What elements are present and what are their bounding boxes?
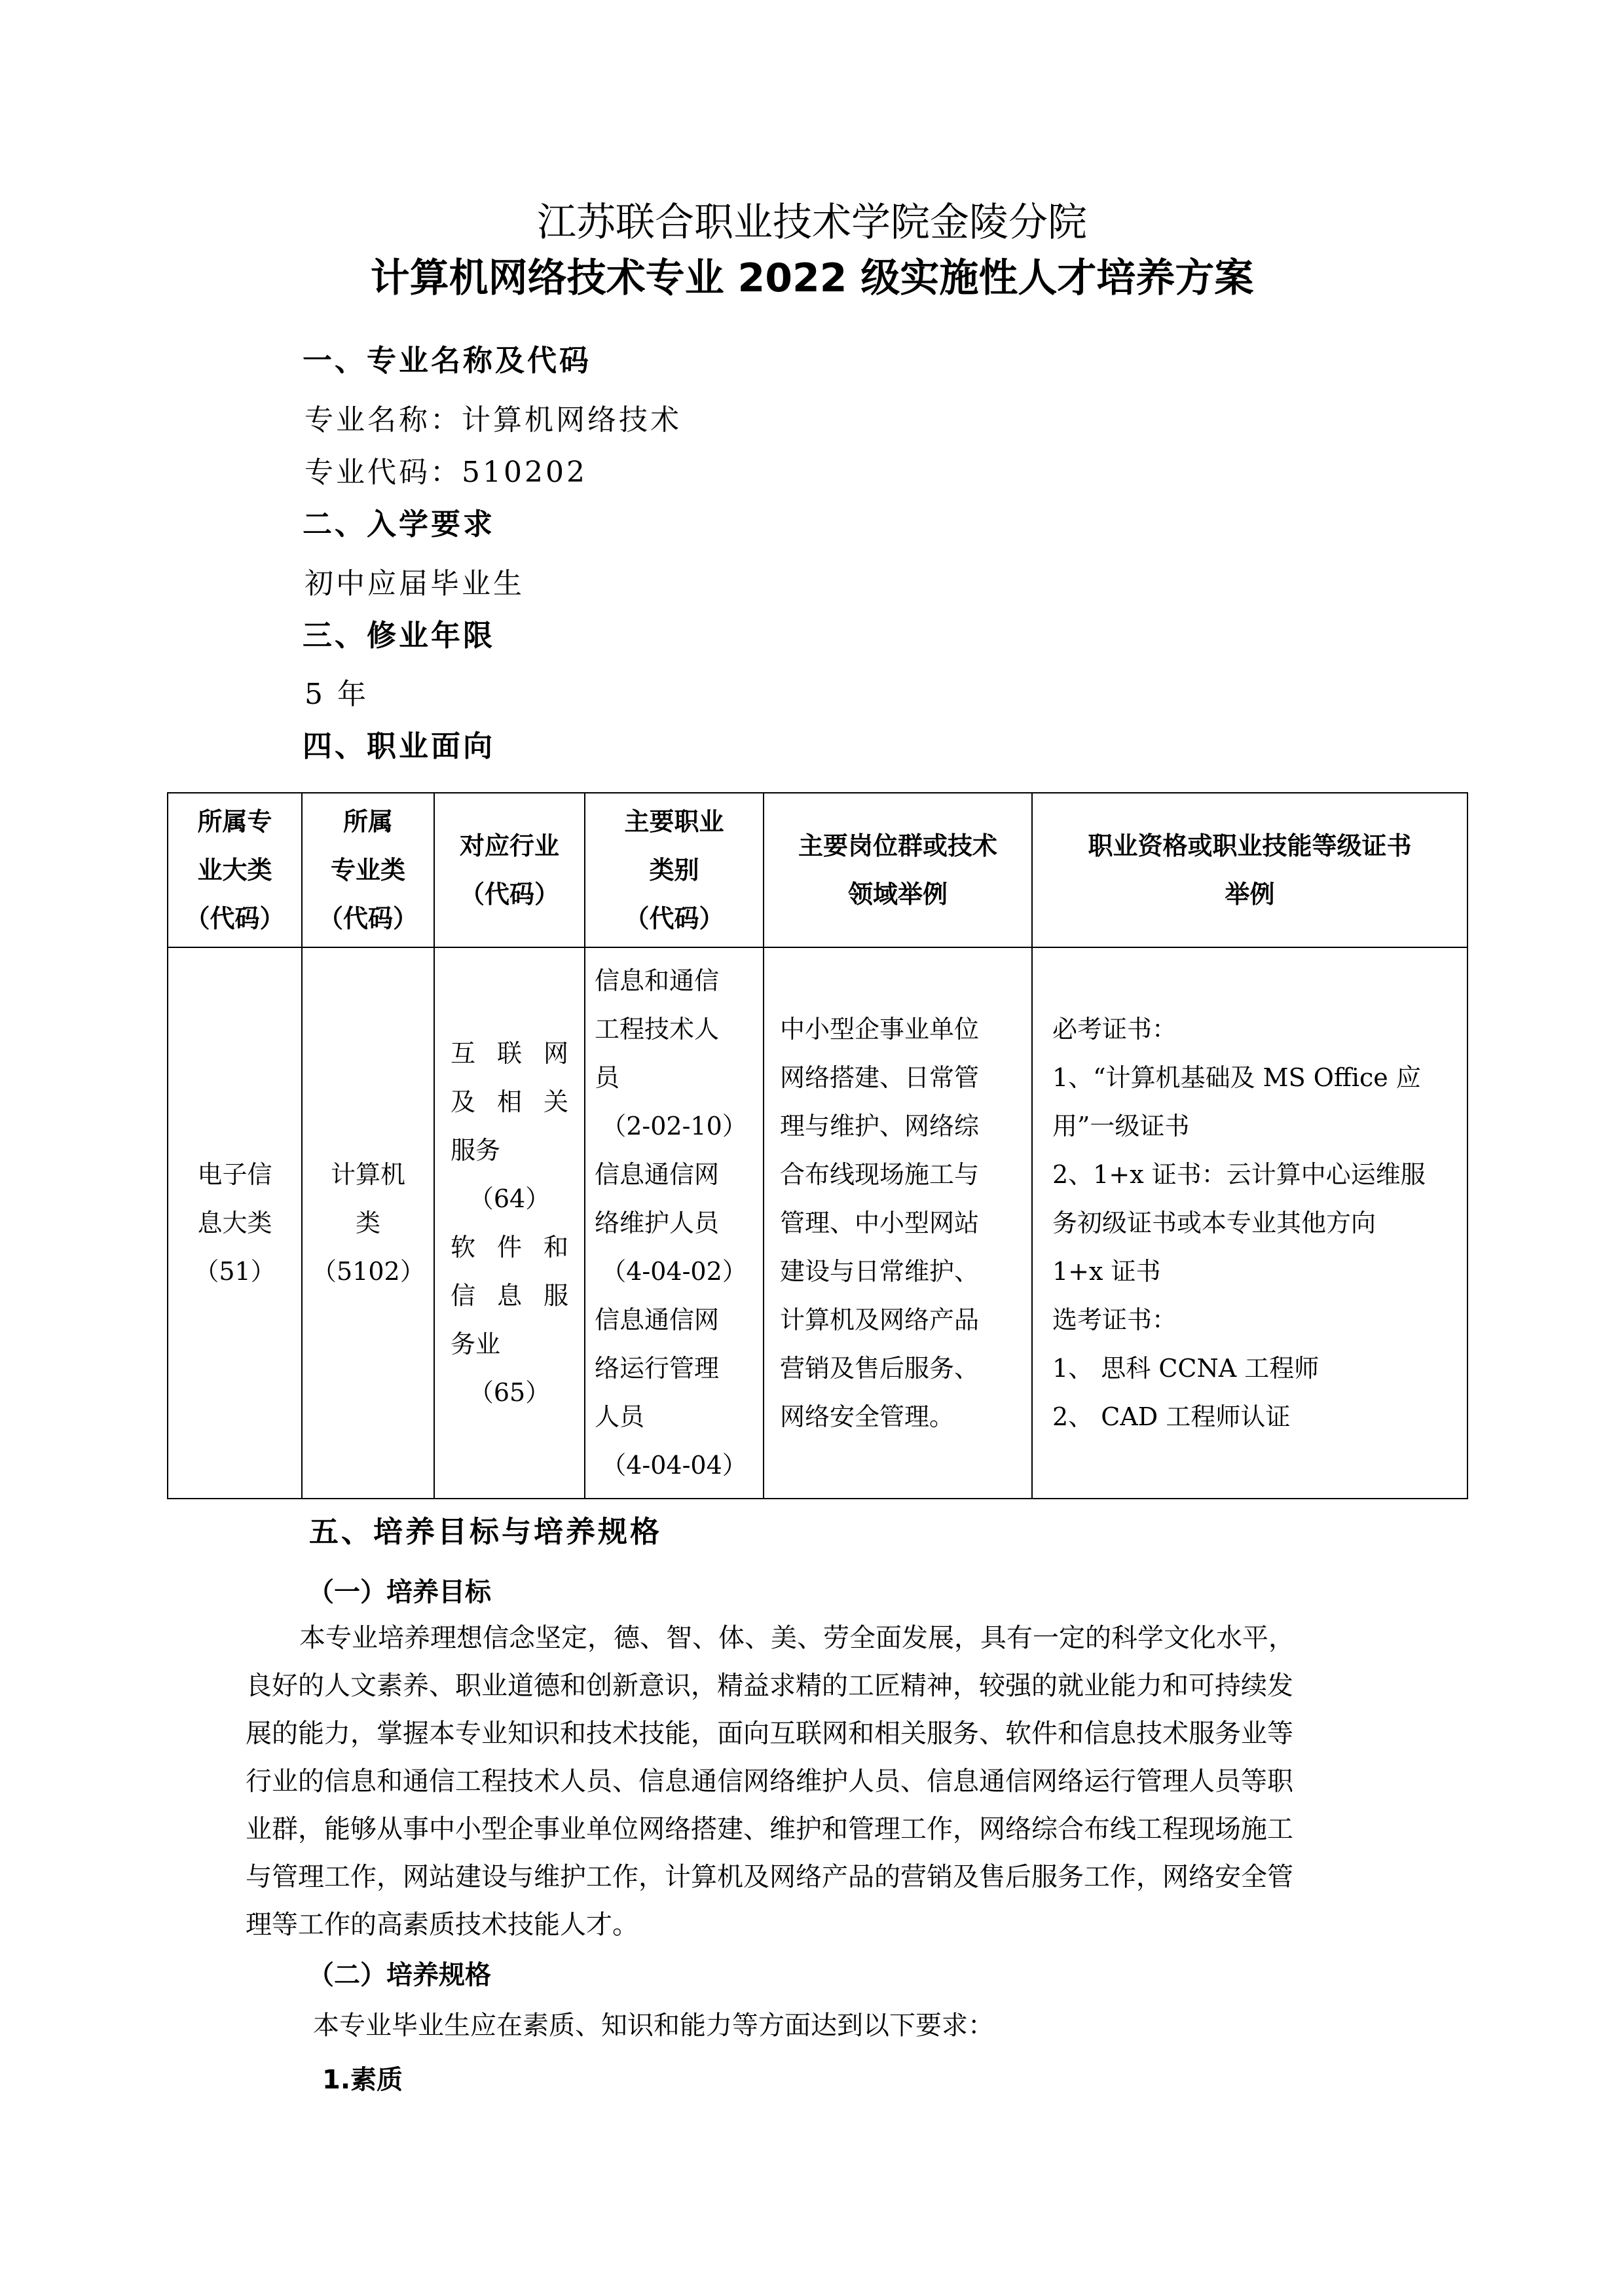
cell-occupation: 信息和通信 工程技术人 员 （2-02-10） 信息通信网 络维护人员 （4-04-02） 信息通信网 络运行管理 人员 （4-04-04） [585, 947, 764, 1499]
spec-item-quality: 1.素质 [322, 2065, 403, 2095]
cell-certificates: 必考证书： 1、“计算机基础及 MS Office 应 用”一级证书 2、1+x 证书：云计算中心运维服 务初级证书或本专业其他方向 1+x 证书 选考证书： 1、 思科 CCNA 工程师 2、 CAD 工程师认证 [1032, 947, 1467, 1499]
header-positions: 主要岗位群或技术 领域举例 [764, 793, 1032, 947]
career-orientation-table [167, 792, 1468, 1499]
cell-industry: 互联网 及相关 服务 （64） 软件和 信息服 务业 （65） [434, 947, 585, 1499]
table-row [168, 947, 1467, 1499]
training-spec-intro: 本专业毕业生应在素质、知识和能力等方面达到以下要求： [313, 2011, 994, 2041]
table-header-row [168, 793, 1467, 947]
section1-heading: 一、专业名称及代码 [303, 343, 592, 378]
cell-major-category: 电子信 息大类 （51） [168, 947, 302, 1499]
major-code-line: 专业代码：510202 [304, 456, 587, 489]
section4-heading: 四、职业面向 [303, 729, 496, 763]
section3-heading: 三、修业年限 [303, 618, 496, 653]
study-duration: 5 年 [304, 678, 369, 711]
training-goal-heading: （一）培养目标 [308, 1577, 491, 1607]
document-title-line2: 计算机网络技术专业 2022 级实施性人才培养方案 [370, 255, 1254, 301]
training-spec-heading: （二）培养规格 [308, 1960, 491, 1990]
document-title-line1: 江苏联合职业技术学院金陵分院 [537, 200, 1087, 246]
header-certificates: 职业资格或职业技能等级证书 举例 [1032, 793, 1467, 947]
cell-positions: 中小型企事业单位 网络搭建、日常管 理与维护、网络综 合布线现场施工与 管理、中小型网站 建设与日常维护、 计算机及网络产品 营销及售后服务、 网络安全管理。 [764, 947, 1032, 1499]
admission-requirement: 初中应届毕业生 [304, 567, 525, 600]
header-occupation: 主要职业 类别 （代码） [585, 793, 764, 947]
section5-heading: 五、培养目标与培养规格 [309, 1514, 663, 1549]
cell-major-class: 计算机 类 （5102） [302, 947, 434, 1499]
header-major-category: 所属专 业大类 （代码） [168, 793, 302, 947]
section2-heading: 二、入学要求 [303, 507, 496, 541]
header-major-class: 所属 专业类 （代码） [302, 793, 434, 947]
training-goal-paragraph: 本专业培养理想信念坚定，德、智、体、美、劳全面发展，具有一定的科学文化水平， 良好的人文素养、职业道德和创新意识，精益求精的工匠精神，较强的就业能力和可持续发 展的能力，掌握本专业知识和技术技能，面向互联网和相关服务、软件和信息技术服务业等 行业的信息和通信工程技术人员、信息通信网络维护人员、信息通信网络运行管理人员等职 业群，能够从事中小型企事业单位网络搭建、维护和管理工作，网络综合布线工程现场施工 与管理工作，网站建设与维护工作，计算机及网络产品的营销及售后服务工作，网络安全管 理等工作的高素质技术技能人才。 [246, 1623, 1295, 1940]
header-industry: 对应行业 （代码） [434, 793, 585, 947]
major-name-line: 专业名称：计算机网络技术 [304, 403, 682, 437]
